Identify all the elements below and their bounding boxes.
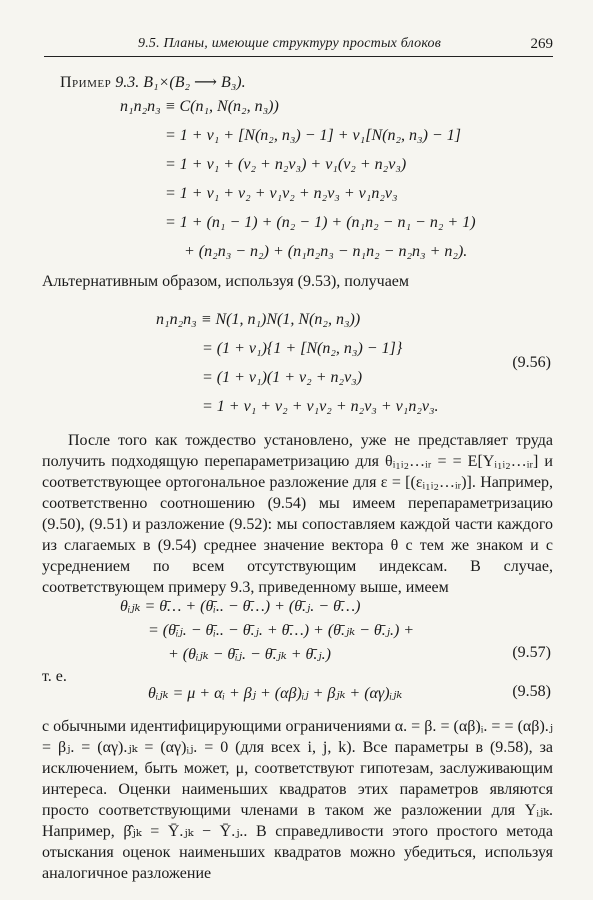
page-number: 269	[530, 36, 553, 52]
example-eq-line-2: = 1 + ν₁ + [N(n₂, n₃) − 1] + ν₁[N(n₂, n₃) − 1]	[165, 127, 461, 144]
eq-9-56-line-3: = (1 + ν₁)(1 + ν₂ + n₂ν₃)	[202, 369, 363, 386]
example-title: 9.3. B₁×(B₂ ⟶ B₃).	[115, 74, 246, 91]
paragraph-constraints	[42, 716, 553, 884]
eq-9-58-line: θᵢⱼₖ = μ + αᵢ + βⱼ + (αβ)ᵢⱼ + βⱼₖ + (αγ)ᵢⱼₖ	[148, 685, 403, 702]
alternative-intro: Альтернативным образом, используя (9.53), получаем	[42, 273, 410, 290]
example-eq-line-4: = 1 + ν₁ + ν₂ + ν₁ν₂ + n₂ν₃ + ν₁n₂ν₃	[165, 185, 398, 202]
eq-9-58-number: (9.58)	[512, 683, 551, 700]
example-eq-line-3: = 1 + ν₁ + (ν₂ + n₂ν₃) + ν₁(ν₂ + n₂ν₃)	[165, 156, 407, 173]
running-title: 9.5. Планы, имеющие структуру простых блоков	[138, 36, 442, 51]
example-eq-line-6: + (n₂n₃ − n₂) + (n₁n₂n₃ − n₁n₂ − n₂n₃ + n₂).	[184, 243, 468, 260]
eq-9-57-line-2: = (θ̄ᵢⱼ. − θ̄ᵢ.. − θ̄.ⱼ. + θ̄…) + (θ̄.ⱼₖ − θ̄.ⱼ.) +	[148, 622, 415, 639]
eq-9-57-line-3: + (θᵢⱼₖ − θ̄ᵢⱼ. − θ̄.ⱼₖ + θ̄.ⱼ.)	[168, 646, 331, 663]
paragraph-1-text: После того как тождество установлено, уже не представляет труда получить подходящую перепараметризацию для θᵢ₁ᵢ₂…ᵢᵣ = = E[Yᵢ₁ᵢ₂…ᵢᵣ] и соответствующее ортогональное разложение для ε = [(εᵢ₁ᵢ₂…ᵢᵣ)]. Например, соответственно соотношению (9.54) мы имеем перепараметризацию (9.50), (9.51) и разложение (9.52): мы сопоставляем каждой части каждого из слагаемых в (9.54) среднее значение вектора θ с тем же знаком и с усреднением по всем отсутствующим индексам. В случае, соответствующем примеру 9.3, приведенному выше, имеем	[42, 432, 553, 596]
eq-9-56-line-4: = 1 + ν₁ + ν₂ + ν₁ν₂ + n₂ν₃ + ν₁n₂ν₃.	[202, 398, 439, 415]
example-label: Пример	[60, 74, 112, 91]
eq-9-56-line-1: n₁n₂n₃ ≡ N(1, n₁)N(1, N(n₂, n₃))	[156, 311, 361, 328]
eq-9-57-line-1: θᵢⱼₖ = θ̄… + (θ̄ᵢ.. − θ̄…) + (θ̄.ⱼ. − θ̄…)	[120, 598, 361, 615]
eq-9-56-number: (9.56)	[512, 354, 551, 371]
example-heading	[60, 72, 246, 92]
i-e-label: т. е.	[42, 668, 67, 685]
example-eq-line-1: n₁n₂n₃ ≡ C(n₁, N(n₂, n₃))	[120, 98, 279, 115]
eq-9-57-number: (9.57)	[512, 644, 551, 661]
paragraph-reparametrization	[42, 430, 553, 598]
paragraph-2-text: с обычными идентифицирующими ограничениями α. = β. = (αβ)ᵢ. = = (αβ).ⱼ = βⱼ. = (αγ).ⱼₖ = (αγ)ᵢⱼ. = 0 (для всех i, j, k). Все параметры в (9.58), за исключением, быть может, μ, соответствуют гипотезам, заслуживающим интереса. Оценки наименьших квадратов этих параметров являются просто соответствующими членами в таком же разложении для Yᵢⱼₖ. Например, β̂ⱼₖ = Ȳ.ⱼₖ − Ȳ.ⱼ.. В справедливости этого простого метода отыскания оценок наименьших квадратов можно убедиться, используя аналогичное разложение	[42, 718, 553, 882]
eq-9-56-line-2: = (1 + ν₁){1 + [N(n₂, n₃) − 1]}	[202, 340, 403, 357]
running-header	[44, 34, 553, 57]
example-eq-line-5: = 1 + (n₁ − 1) + (n₂ − 1) + (n₁n₂ − n₁ − n₂ + 1)	[165, 214, 476, 231]
